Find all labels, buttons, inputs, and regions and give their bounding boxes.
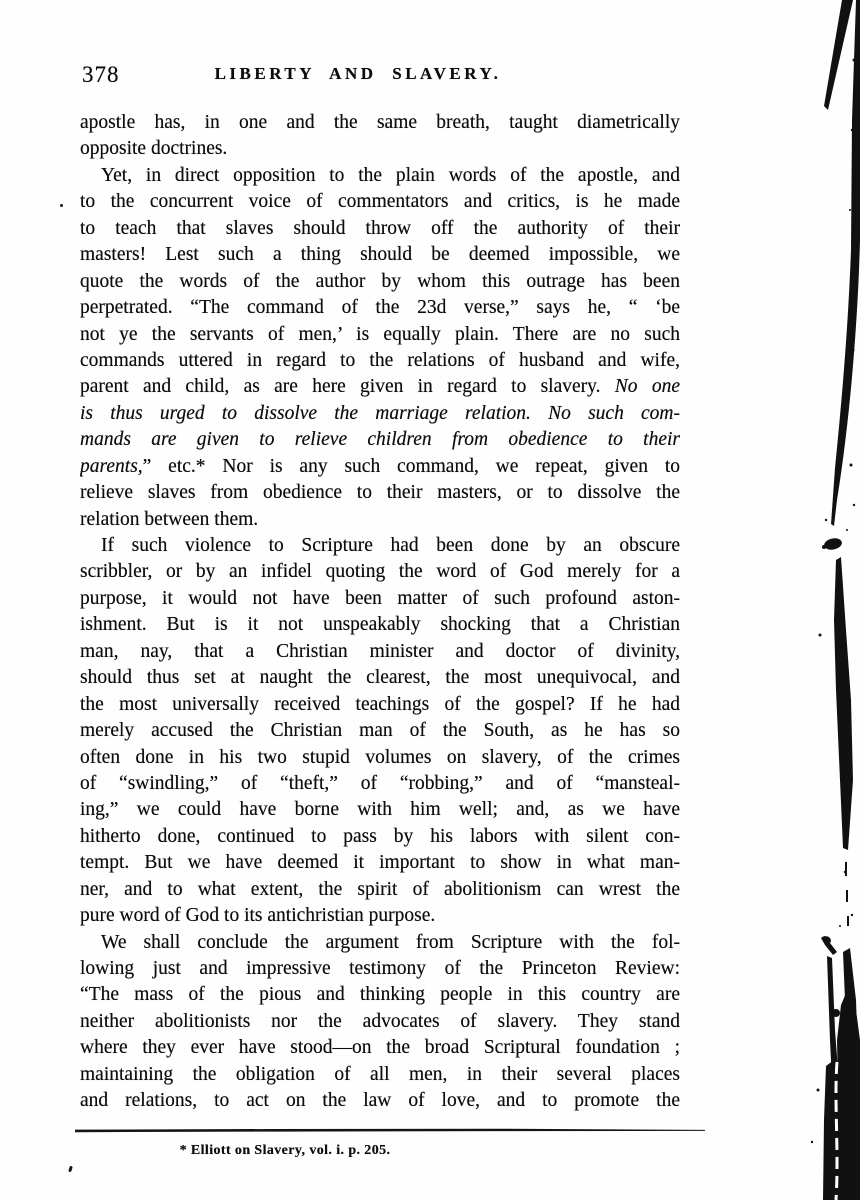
text-line: parent and child, as are here given in regard to slavery. No one	[80, 376, 680, 398]
scan-artifact-hook	[821, 936, 837, 955]
text-line: ishment. But is it not unspeakably shocking that a Christian	[80, 614, 680, 636]
text-line: to teach that slaves should throw off the authority of their	[80, 217, 680, 239]
ink-speck	[60, 204, 63, 207]
scan-artifact-edge-band	[831, 0, 860, 526]
footnote-rule	[75, 1128, 705, 1134]
text-line: often done in his two stupid volumes on slavery, of the crimes	[80, 746, 680, 768]
text-line: mands are given to relieve children from obedience to their	[80, 429, 680, 451]
text-line: Yet, in direct opposition to the plain words of the apostle, and	[101, 164, 680, 186]
footnote	[80, 1143, 490, 1159]
text-line: to the concurrent voice of commentators and critics, is he made	[80, 191, 680, 213]
scan-artifact-blob	[823, 537, 843, 552]
text-line: We shall conclude the argument from Scripture with the fol-	[101, 931, 680, 953]
text-line: quote the words of the author by whom this outrage has been	[80, 270, 680, 292]
text-line: commands uttered in regard to the relations of husband and wife,	[80, 349, 680, 371]
text-line: opposite doctrines.	[80, 138, 228, 160]
text-line: apostle has, in one and the same breath, taught diametrically	[80, 112, 680, 133]
text-line: relation between them.	[80, 508, 259, 530]
text-line: hitherto done, continued to pass by his labors with silent con-	[80, 825, 680, 847]
text-line: the most universally received teachings of the gospel? If he had	[80, 693, 680, 715]
text-line: tempt. But we have deemed it important to show in what man-	[80, 852, 680, 874]
text-line: perpetrated. “The command of the 23d verse,” says he, “ ‘be	[80, 297, 680, 319]
text-line: should thus set at naught the clearest, the most unequivocal, and	[80, 667, 680, 689]
text-line: If such violence to Scripture had been done by an obscure	[101, 535, 680, 556]
paragraph	[80, 163, 680, 533]
paragraph	[80, 533, 680, 930]
text-line: lowing just and impressive testimony of the Princeton Review:	[80, 958, 680, 979]
scan-artifact-bottom-band	[823, 986, 860, 1200]
text-line: not ye the servants of men,’ is equally plain. There are no such	[80, 323, 680, 345]
footnote-text: Elliott on Slavery, vol. i. p. 205.	[190, 1143, 391, 1158]
text-line: maintaining the obligation of all men, in their several places	[80, 1063, 680, 1085]
ink-speck	[68, 1166, 73, 1173]
text-line: ner, and to what extent, the spirit of abolitionism can wrest the	[80, 878, 680, 900]
body-text	[80, 110, 680, 1115]
paragraph	[80, 930, 680, 1115]
text-line: “The mass of the pious and thinking people in this country are	[80, 984, 680, 1006]
text-line: masters! Lest such a thing should be deemed impossible, we	[80, 244, 680, 266]
text-line: merely accused the Christian man of the South, as he has so	[80, 720, 680, 742]
text-line: is thus urged to dissolve the marriage relation. No such com-	[80, 402, 680, 424]
text-line: pure word of God to its antichristian purpose.	[80, 905, 436, 927]
text-line: where they ever have stood—on the broad Scriptural foundation ;	[80, 1037, 680, 1059]
text-line: purpose, it would not have been matter of such profound aston-	[80, 587, 680, 609]
text-line: man, nay, that a Christian minister and doctor of divinity,	[80, 640, 680, 662]
text-line: ing,” we could have borne with him well; and, as we have	[80, 799, 680, 821]
paragraph	[80, 110, 680, 163]
text-line: neither abolitionists nor the advocates of slavery. They stand	[80, 1010, 680, 1032]
scan-artifact-top-diagonal	[824, 0, 853, 110]
running-title: LIBERTY AND SLAVERY.	[214, 64, 502, 83]
text-line: of “swindling,” of “theft,” of “robbing,” and of “mansteal-	[80, 772, 680, 794]
footnote-marker: *	[179, 1143, 187, 1158]
text-line: scribbler, or by an infidel quoting the word of God merely for a	[80, 561, 680, 583]
scan-artifact-mid-band	[834, 557, 853, 850]
page-number: 378	[82, 62, 120, 87]
text-line: relieve slaves from obedience to their masters, or to dissolve the	[80, 482, 680, 504]
text-line: and relations, to act on the law of love, and to promote the	[80, 1090, 680, 1112]
text-line: parents,” etc.* Nor is any such command, we repeat, given to	[80, 455, 680, 477]
scan-artifacts-right-edge	[790, 0, 860, 1200]
